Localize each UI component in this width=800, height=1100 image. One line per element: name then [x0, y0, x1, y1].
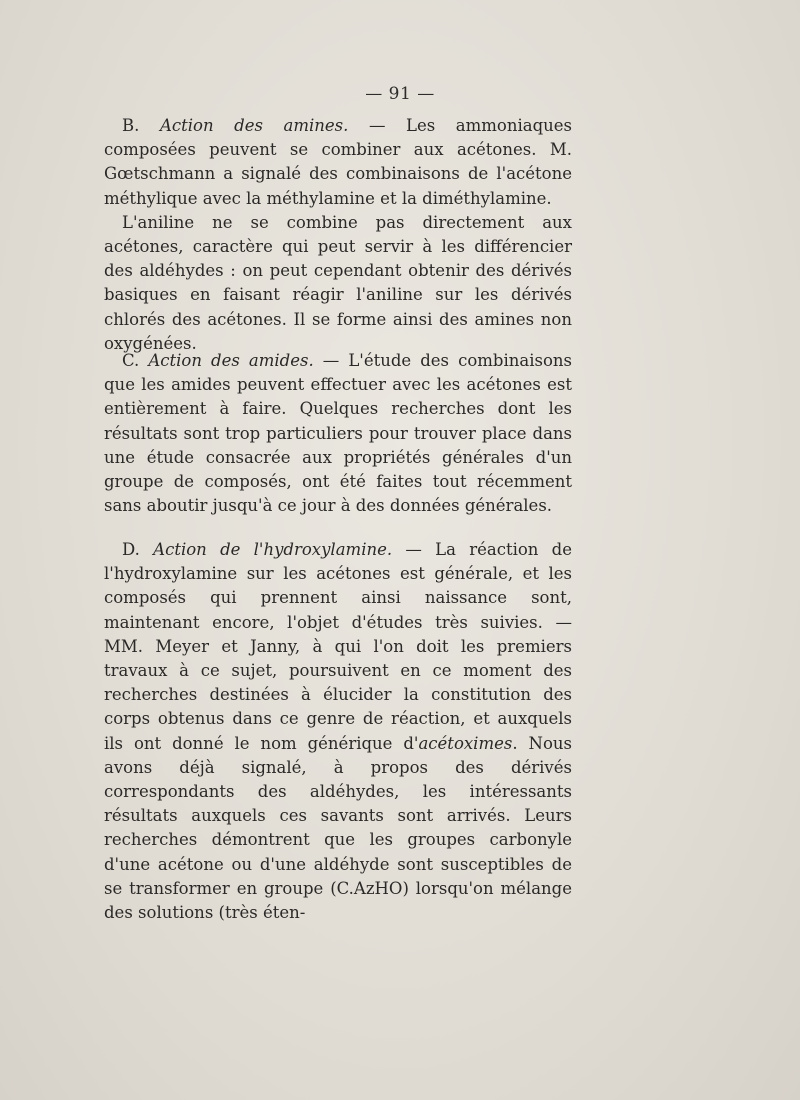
section-b-dash: —: [348, 116, 407, 135]
section-b-letter: B.: [122, 116, 140, 135]
section-b-text-2: L'aniline ne se combine pas directement aux acétones, caractère qui peut servir à les différencier des aldéhydes : on peut cependant obtenir des dérivés basiques en faisant réagir l'aniline sur les dérivés chlorés des acétones. Il se forme ainsi des amines non oxygénées.: [104, 212, 572, 353]
section-c-letter: C.: [122, 351, 140, 370]
section-b-paragraph-2: [104, 211, 572, 356]
section-d-title: Action de l'hydroxylamine.: [153, 540, 393, 559]
section-d-paragraph-1: [104, 538, 572, 925]
section-d-text-before: La réaction de l'hydroxylamine sur les acétones est générale, et les composés qui prennent ainsi naissance sont, maintenant encore, l'objet d'études très suivies. — MM. Meyer et Janny, à qui l'on doit les premiers travaux à ce sujet, poursuivent en ce moment des recherches destinées à élucider la constitution des corps obtenus dans ce genre de réaction, et auxquels ils ont donné le nom générique d': [104, 540, 573, 753]
section-b-paragraph-1: [104, 114, 572, 211]
section-c: [104, 349, 572, 518]
section-c-dash: —: [313, 351, 349, 370]
section-d-italic-term: acétoximes: [418, 733, 513, 753]
section-c-text-1: L'étude des combinaisons que les amides peuvent effectuer avec les acétones est entièrement à faire. Quelques recherches dont les résultats sont trop particuliers pour trouver place dans une étude consacrée aux propriétés générales d'un groupe de composés, ont été faites tout récemment sans aboutir jusqu'à ce jour à des données générales.: [104, 351, 572, 516]
section-d-letter: D.: [122, 540, 140, 559]
section-b: [104, 114, 572, 356]
section-c-paragraph-1: [104, 349, 572, 518]
section-d-text-after: . Nous avons déjà signalé, à propos des dérivés correspondants des aldéhydes, les intéressants résultats auxquels ces savants sont arrivés. Leurs recherches démontrent que les groupes carbonyle d'une acétone ou d'une aldéhyde sont susceptibles de se transformer en groupe (C.AzHO) lorsqu'on mélange des solutions (très éten-: [104, 733, 572, 923]
section-c-title: Action des amides.: [148, 351, 314, 370]
section-d: [104, 538, 572, 925]
section-b-title: Action des amines.: [159, 116, 349, 135]
section-d-dash: —: [392, 540, 436, 559]
section-b-text-1: Les ammoniaques composées peuvent se combiner aux acétones. M. Gœtschmann a signalé des combinaisons de l'acétone méthylique avec la méthylamine et la diméthylamine.: [104, 116, 572, 208]
page-number: — 91 —: [365, 84, 435, 104]
